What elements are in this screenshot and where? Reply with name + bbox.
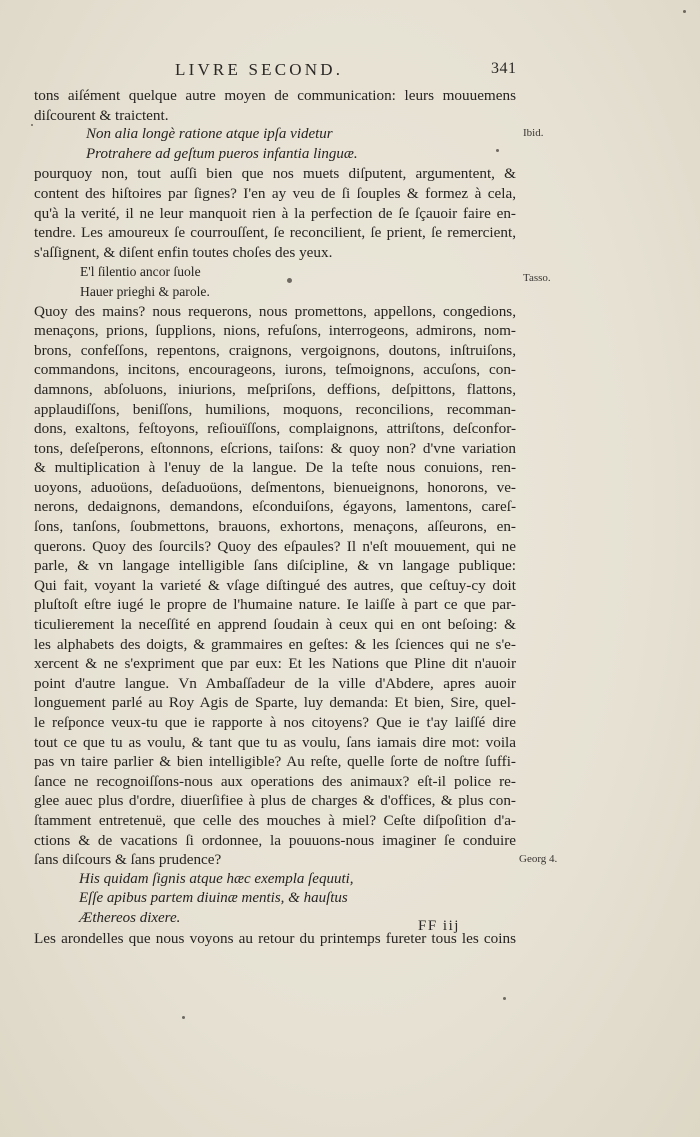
text-line: & multiplication à l'enuy de la langue. De la teſte nous conuions, ren- [34, 459, 516, 477]
italian-verse-line: Hauer prieghi & parole. [80, 283, 210, 299]
text-line: nerons, dedaignons, demandons, eſconduiſons, égayons, lamentons, careſ- [34, 498, 516, 516]
text-line: pourquoy non, tout auſſi bien que nos muets diſputent, argumentent, & [34, 165, 516, 183]
text-line: menaçons, prions, ſupplions, nions, refuſons, interrogeons, admirons, nom- [34, 322, 516, 340]
latin-verse-line: Æthereos dixere. [79, 909, 181, 926]
text-line: longuement parlé au Roy Agis de Sparte, luy demanda: Et bien, Sire, quel- [34, 694, 516, 712]
paper-speck [683, 10, 686, 13]
margin-note-ibid: Ibid. [523, 127, 544, 139]
text-line: content des hiſtoires par ſignes? I'en ay veu de ſi ſouples & formez à cela, [34, 184, 516, 202]
text-line: qu'à la verité, il ne leur manquoit rien à la perfection de ſe ſçauoir faire en- [34, 204, 516, 222]
running-head: LIVRE SECOND. [175, 60, 344, 79]
paragraph-end-line: s'aſſignent, & diſent enfin toutes choſes des yeux. [34, 243, 333, 261]
paper-speck [503, 997, 506, 1000]
text-line: ticulierement la neceſſité en apprend ſoudain à ceux qui en ont beſoing: & [34, 616, 516, 634]
text-line: glee auec plus d'ordre, diuerſifiee à plus de charges & d'offices, & plus con- [34, 792, 516, 810]
text-line: pas vn taire parlier & bien intelligible? Au reſte, quelle ſorte de noſtre ſuffi- [34, 753, 516, 771]
text-line: ſance ne recognoiſſons-nous aux operations des animaux? eſt-il police re- [34, 772, 516, 790]
text-line: tons, deſeſperons, eſtonnons, eſcrions, taiſons: & quoy non? d'vne variation [34, 439, 516, 457]
body-text [34, 86, 516, 948]
text-line: Les arondelles que nous voyons au retour du printemps fureter tous les coins [34, 929, 516, 947]
italian-verse-line: E'l ſilentio ancor ſuole [80, 264, 201, 280]
text-line: brons, confeſſons, repentons, craignons, vergoignons, doutons, inſtruiſons, [34, 341, 516, 359]
paragraph-end-line: ſans diſcours & ſans prudence? [34, 851, 222, 869]
page-number: 341 [491, 60, 517, 77]
text-line: uoyons, aduoüons, deſaduoüons, deſmentons, bienueignons, honorons, ve- [34, 478, 516, 496]
text-line: xercent & ne s'expriment que par eux: Et les Nations que Pline dit n'auoir [34, 655, 516, 673]
margin-note-georg: Georg 4. [519, 853, 558, 865]
text-line: damnons, abſoluons, iniurions, meſpriſons, deffions, deſpittons, flattons, [34, 380, 516, 398]
text-line: commandons, incitons, encourageons, iurons, teſmoignons, accuſons, con- [34, 361, 516, 379]
text-line: applaudiſſons, beniſſons, humilions, moquons, reconcilions, recomman- [34, 400, 516, 418]
paper-speck [287, 278, 292, 283]
text-line: Qui fait, voyant la varieté & vſage diſtingué des autres, que ceſtuy-cy doit [34, 576, 516, 594]
text-line: ſtamment entretenuë, que celle des mouches à miel? Ceſte diſpoſition d'a- [34, 811, 516, 829]
latin-verse-line: Protrahere ad geſtum pueros infantia linguæ. [86, 145, 358, 162]
text-line: tout ce que tu as voulu, & tant que tu as voulu, ſans iamais dire mot: voila [34, 733, 516, 751]
text-line: le reſponce veux-tu que ie rapporte à nos citoyens? Que ie t'ay laiſſé dire [34, 714, 516, 731]
paragraph-end-line: diſcourent & traictent. [34, 106, 169, 124]
text-line: point d'autre langue. Vn Ambaſſadeur de la ville d'Abdere, apres auoir [34, 674, 516, 692]
page-header [0, 60, 700, 86]
paper-speck [31, 124, 33, 126]
signature-mark: FF iij [418, 918, 460, 934]
text-line: parle, & vn langage intelligible ſans diſcipline, & vn langage publique: [34, 557, 516, 575]
paper-speck [496, 149, 499, 152]
text-line: tendre. Les amoureux ſe courrouſſent, ſe reconcilient, ſe prient, ſe remercient, [34, 224, 516, 242]
text-line: dons, exaltons, feſtoyons, reſiouïſſons, complaignons, attriſtons, deſconfor- [34, 420, 516, 438]
text-line: tons aiſément quelque autre moyen de communication: leurs mouuemens [34, 87, 516, 104]
latin-verse-line: Non alia longè ratione atque ipſa videtur [86, 126, 333, 143]
text-line: les alphabets des doigts, & grammaires en geſtes: & les ſciences qui ne s'e- [34, 635, 516, 653]
latin-verse-line: His quidam ſignis atque hæc exempla ſequuti, [79, 870, 354, 887]
text-line: pluſtoſt eſtre iugé le propre de l'humaine nature. Ie laiſſe à part ce que par- [34, 596, 516, 614]
margin-note-tasso: Tasso. [523, 272, 551, 284]
text-line: ctions & de vacations ſi ordonnee, la pouuons-nous imaginer ſe conduire [34, 831, 516, 849]
paper-speck [182, 1016, 185, 1019]
latin-verse-line: Eſſe apibus partem diuinæ mentis, & hauſtus [79, 890, 348, 907]
text-line: ſons, tanſons, ſoubmettons, brauons, exhortons, menaçons, aſſeurons, en- [34, 518, 516, 536]
text-line: Quoy des mains? nous requerons, nous promettons, appellons, congedions, [34, 302, 516, 320]
text-line: querons. Quoy des ſourcils? Quoy des eſpaules? Il n'eſt mouuement, qui ne [34, 537, 516, 555]
